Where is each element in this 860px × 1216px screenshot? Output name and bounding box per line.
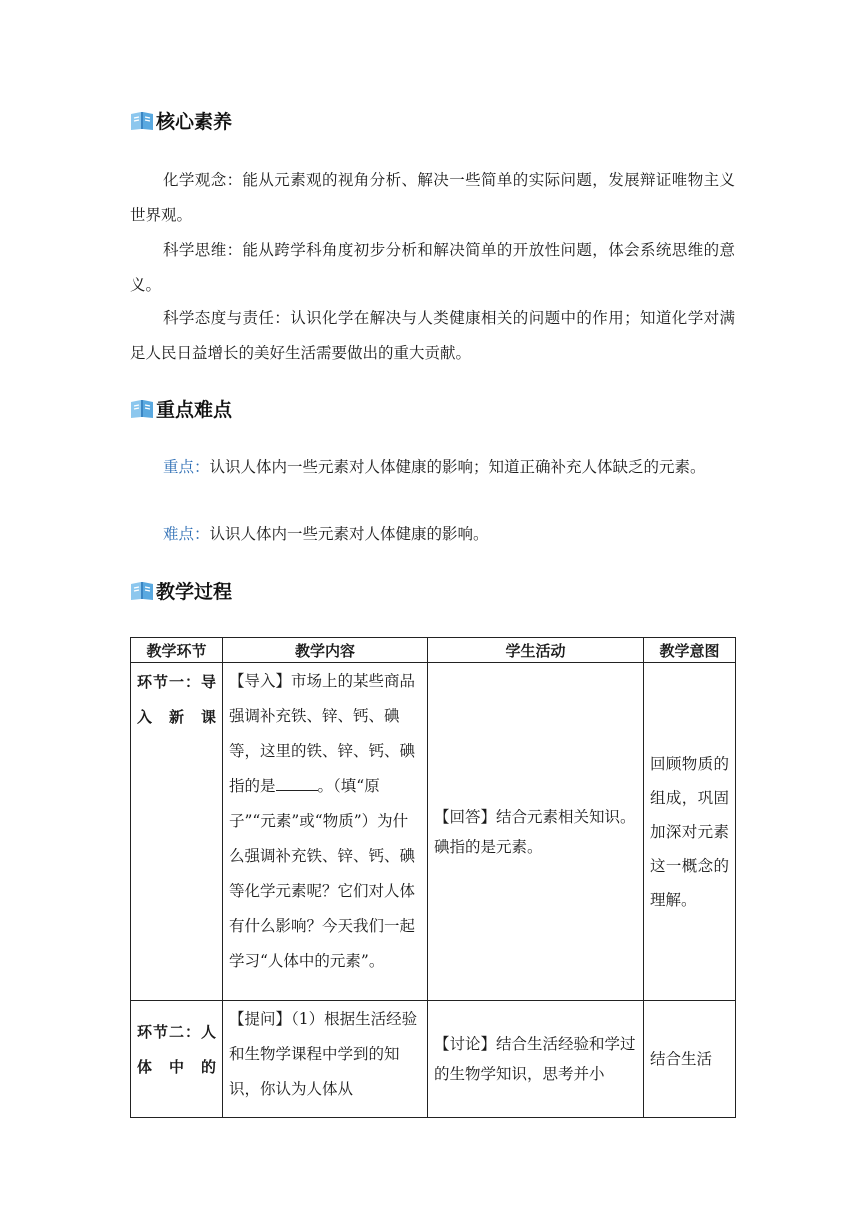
activity-cell: 【回答】结合元素相关知识。碘指的是元素。 <box>428 663 644 1001</box>
focus-text: 认识人体内一些元素对人体健康的影响；知道正确补充人体缺乏的元素。 <box>209 458 706 476</box>
difficulty-text: 认识人体内一些元素对人体健康的影响。 <box>209 525 489 543</box>
content-text: 。（填“原子”“元素”或“物质”）为什么强调补充铁、锌、钙、碘等化学元素呢？它们对人体有什么影响？今天我们一起学习“人体中的元素”。 <box>229 777 416 970</box>
content-cell <box>223 663 428 1001</box>
book-icon <box>130 580 154 602</box>
intent-cell: 回顾物质的组成，巩固加深对元素这一概念的理解。 <box>644 663 736 1001</box>
intent-cell: 结合生活 <box>644 1001 736 1118</box>
table-header-row <box>131 638 736 663</box>
section-title: 重点难点 <box>156 399 233 421</box>
stage-cell: 环节一：导入新课 <box>131 663 223 1001</box>
paragraph-scientific-thinking: 科学思维：能从跨学科角度初步分析和解决简单的开放性问题，体会系统思维的意义。 <box>130 241 735 294</box>
header-intent: 教学意图 <box>644 638 736 663</box>
section-heading-key <box>130 395 232 422</box>
section-heading-process <box>130 577 232 604</box>
table-row <box>131 1001 736 1118</box>
section-title: 教学过程 <box>156 581 233 603</box>
paragraph-chemistry-concept: 化学观念：能从元素观的视角分析、解决一些简单的实际问题，发展辩证唯物主义世界观。 <box>130 171 735 224</box>
header-stage: 教学环节 <box>131 638 223 663</box>
content-cell: 【提问】（1）根据生活经验和生物学课程中学到的知识，你认为人体从 <box>223 1001 428 1118</box>
difficulty-label: 难点： <box>163 525 210 543</box>
paragraph-scientific-attitude: 科学态度与责任：认识化学在解决与人类健康相关的问题中的作用；知道化学对满足人民日益增长的美好生活需要做出的重大贡献。 <box>130 309 735 362</box>
fill-blank <box>276 772 318 791</box>
teaching-process-table <box>130 637 736 1118</box>
book-icon <box>130 110 154 132</box>
paragraph-focus <box>130 450 735 485</box>
table-row <box>131 663 736 1001</box>
book-icon <box>130 398 154 420</box>
header-activity: 学生活动 <box>428 638 644 663</box>
section-heading-core <box>130 107 232 134</box>
paragraph-difficulty <box>130 517 735 552</box>
stage-cell: 环节二：人体中的 <box>131 1001 223 1118</box>
section-title: 核心素养 <box>156 111 233 133</box>
content-text: 【导入】市场上的某些商品强调补充铁、锌、钙、碘等，这里的铁、锌、钙、碘指的是 <box>229 672 416 795</box>
focus-label: 重点： <box>163 458 210 476</box>
header-content: 教学内容 <box>223 638 428 663</box>
activity-cell: 【讨论】结合生活经验和学过的生物学知识，思考并小 <box>428 1001 644 1118</box>
